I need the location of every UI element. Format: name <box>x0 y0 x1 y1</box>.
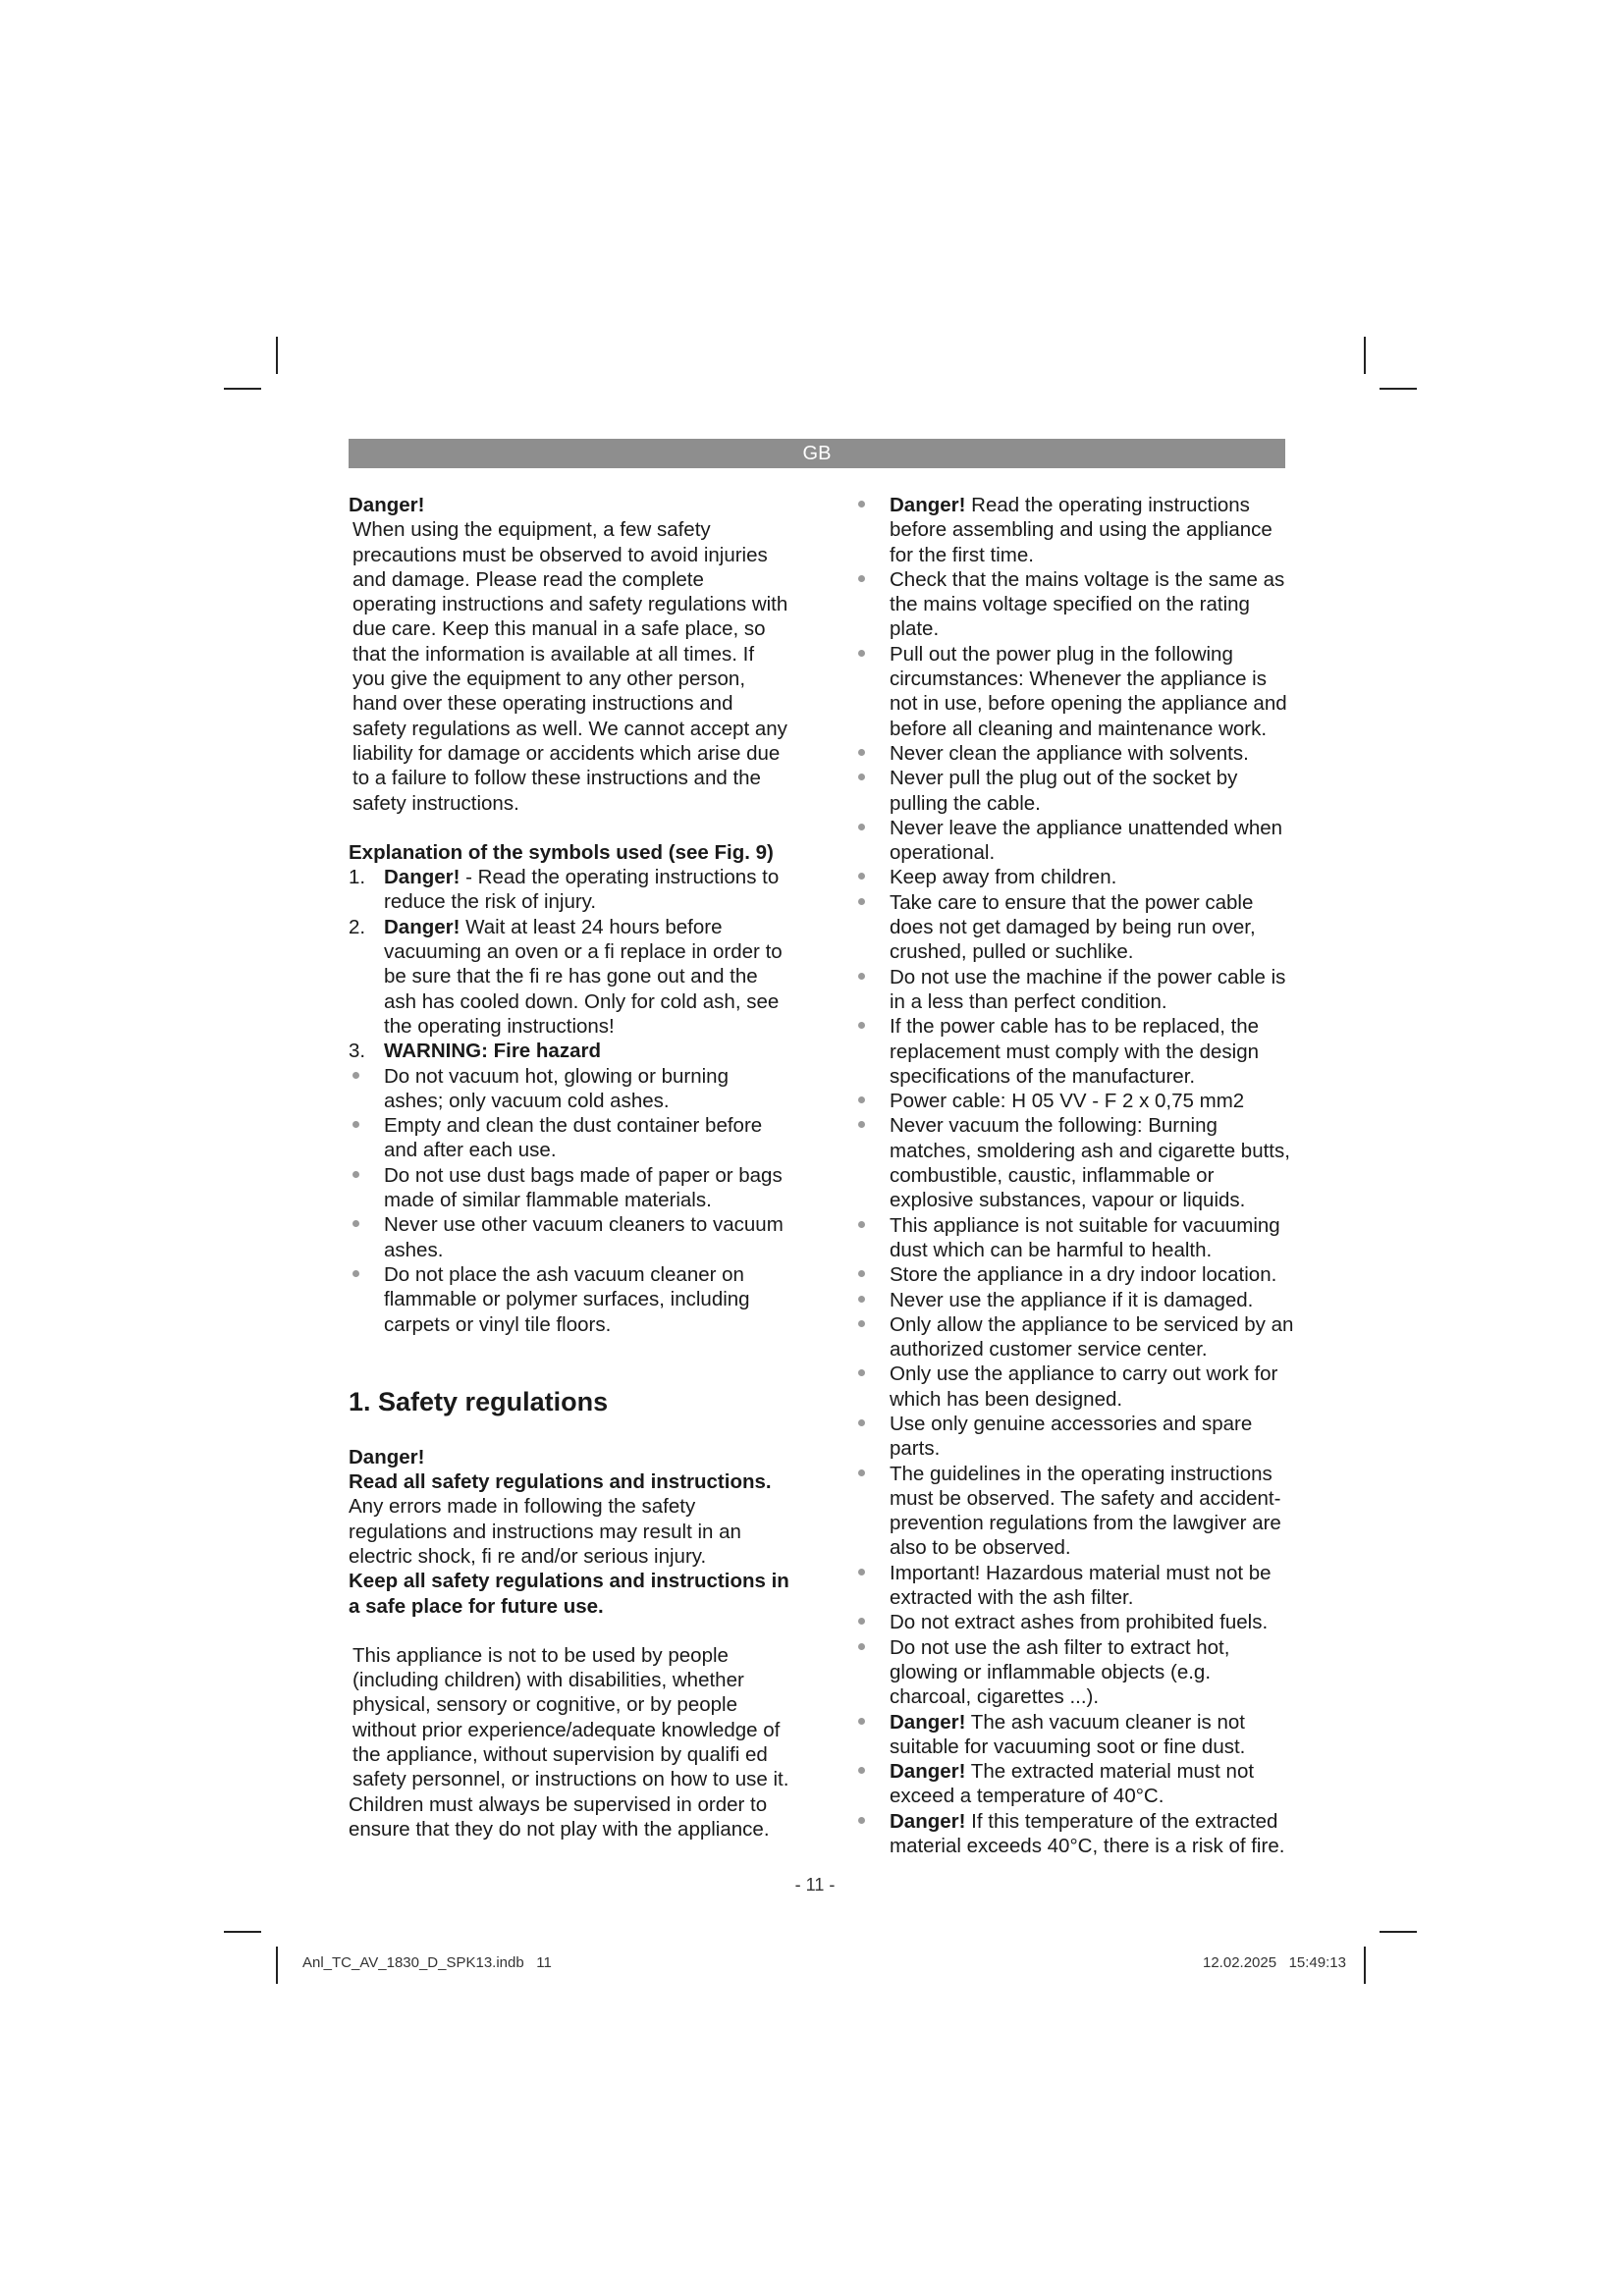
symbol-item <box>349 865 790 915</box>
list-item-body: Never leave the appliance unattended when operational. <box>890 816 1283 865</box>
list-item <box>854 1561 1296 1611</box>
bullet-icon <box>854 1014 890 1089</box>
list-item-body: Do not extract ashes from prohibited fuels. <box>890 1611 1269 1634</box>
bullet-icon <box>854 1561 890 1611</box>
language-label: GB <box>802 443 832 464</box>
list-item-body: Only allow the appliance to be serviced by an authorized customer service center. <box>890 1312 1294 1362</box>
bullet-icon <box>854 1412 890 1462</box>
timestamp: 12.02.2025 15:49:13 <box>1203 1954 1346 1971</box>
appliance-paragraph: This appliance is not to be used by people (including children) with disabilities, whether physical, sensory or cognitive, or by people without prior experience/adequate knowledge of the appliance, without supervision by qualifi ed safety personnel, or instructions on how to use it. <box>352 1643 789 1791</box>
section-title: 1. Safety regulations <box>349 1386 609 1416</box>
list-item <box>854 1014 1296 1089</box>
list-item-text <box>890 1635 1296 1710</box>
list-item-text <box>890 1809 1296 1859</box>
bullet-icon <box>854 493 890 567</box>
bullet-icon <box>854 1288 890 1312</box>
list-item-text <box>890 1089 1296 1113</box>
list-item <box>854 1610 1296 1634</box>
list-item-body: Never use the appliance if it is damaged. <box>890 1288 1254 1311</box>
bullet-icon <box>854 1462 890 1561</box>
list-item-text <box>890 1113 1296 1212</box>
list-item <box>854 766 1296 816</box>
crop-mark <box>1364 1947 1366 1984</box>
symbol-text: - Read the operating instructions to reduce the risk of injury. <box>384 866 780 914</box>
list-item-text <box>890 816 1296 866</box>
bullet-icon <box>854 965 890 1015</box>
bullet-icon <box>854 741 890 766</box>
list-item-text <box>890 642 1296 741</box>
keep-all-heading: Keep all safety regulations and instructions in a safe place for future use. <box>349 1570 789 1618</box>
list-item-text: Do not place the ash vacuum cleaner on flammable or polymer surfaces, including carpets or vinyl tile floors. <box>384 1262 750 1336</box>
bullet-icon <box>854 865 890 889</box>
read-all-heading: Read all safety regulations and instructions. <box>349 1470 772 1494</box>
list-item <box>349 1064 790 1114</box>
bullet-icon <box>349 1064 384 1114</box>
errors-paragraph: Any errors made in following the safety regulations and instructions may result in an electric shock, fi re and/or serious injury. <box>349 1495 741 1568</box>
bullet-icon <box>854 1089 890 1113</box>
list-item-body: This appliance is not suitable for vacuuming dust which can be harmful to health. <box>890 1213 1280 1261</box>
bullet-icon <box>854 1635 890 1710</box>
list-item <box>854 1089 1296 1113</box>
list-item <box>854 865 1296 889</box>
bullet-icon <box>854 642 890 741</box>
list-item-body: The guidelines in the operating instructions must be observed. The safety and accident-prevention regulations from the lawgiver are also to be observed. <box>890 1462 1281 1560</box>
list-item <box>854 1412 1296 1462</box>
list-item-text <box>890 567 1296 642</box>
list-item <box>349 1113 790 1163</box>
crop-mark <box>224 1931 261 1933</box>
bullet-icon <box>854 1213 890 1263</box>
list-item-body: Important! Hazardous material must not be extracted with the ash filter. <box>890 1561 1272 1610</box>
list-item-body: The ash vacuum cleaner is not suitable for vacuuming soot or fine dust. <box>890 1710 1246 1758</box>
crop-mark <box>1364 337 1366 374</box>
list-item <box>854 965 1296 1015</box>
list-item-bold: Danger! <box>890 1710 966 1734</box>
danger-heading: Danger! <box>349 494 425 516</box>
bullet-icon <box>854 890 890 965</box>
bullet-icon <box>854 1710 890 1760</box>
list-item-text: Never use other vacuum cleaners to vacuum ashes. <box>384 1213 784 1261</box>
list-item-text <box>890 741 1296 766</box>
list-item-body: If this temperature of the extracted material exceeds 40°C, there is a risk of fire. <box>890 1809 1285 1858</box>
bullet-icon <box>349 1113 384 1163</box>
symbol-bold: Danger! <box>384 915 460 938</box>
language-band <box>349 439 1285 468</box>
list-item-body: Read the operating instructions before assembling and using the appliance for the first time. <box>890 494 1272 566</box>
list-item-body: Never clean the appliance with solvents. <box>890 741 1249 765</box>
list-item-body: Only use the appliance to carry out work for which has been designed. <box>890 1362 1278 1411</box>
list-item <box>854 1262 1296 1287</box>
list-item-body: Keep away from children. <box>890 866 1117 889</box>
list-item <box>854 1113 1296 1212</box>
list-item-bold: Danger! <box>890 1760 966 1784</box>
list-item <box>854 567 1296 642</box>
list-item-text <box>890 1610 1296 1634</box>
list-item <box>854 1759 1296 1809</box>
list-item-text <box>890 1759 1296 1809</box>
list-item-text <box>890 965 1296 1015</box>
list-item-text: Do not vacuum hot, glowing or burning ashes; only vacuum cold ashes. <box>384 1064 729 1112</box>
list-item-body: Store the appliance in a dry indoor location. <box>890 1263 1277 1287</box>
list-item-text <box>890 1014 1296 1089</box>
bullet-icon <box>349 1163 384 1213</box>
list-item <box>349 1212 790 1262</box>
bullet-icon <box>349 1212 384 1262</box>
list-item-body: Pull out the power plug in the following circumstances: Whenever the appliance is not in use, before opening the appliance and before all cleaning and maintenance work. <box>890 642 1287 740</box>
list-item <box>349 1163 790 1213</box>
crop-mark <box>276 337 278 374</box>
list-item <box>349 1262 790 1337</box>
list-item-text: Do not use dust bags made of paper or bags made of similar flammable materials. <box>384 1163 783 1212</box>
symbol-number: 2. <box>349 915 366 938</box>
symbols-heading: Explanation of the symbols used (see Fig. 9) <box>349 840 774 864</box>
crop-mark <box>276 1947 278 1984</box>
bullet-icon <box>854 766 890 816</box>
list-item <box>854 1635 1296 1710</box>
list-item-body: Take care to ensure that the power cable does not get damaged by being run over, crushed, pulled or suchlike. <box>890 890 1256 964</box>
list-item-body: If the power cable has to be replaced, the replacement must comply with the design specifications of the manufacturer. <box>890 1015 1260 1088</box>
list-item-body: Never pull the plug out of the socket by pulling the cable. <box>890 767 1238 815</box>
page-number: - 11 - <box>794 1875 836 1895</box>
list-item-bold: Danger! <box>890 1809 966 1833</box>
bullet-icon <box>854 1113 890 1212</box>
crop-mark <box>1380 1931 1417 1933</box>
symbol-bold: Danger! <box>384 866 460 889</box>
bullet-icon <box>854 816 890 866</box>
intro-paragraph: When using the equipment, a few safety precautions must be observed to avoid injuries and damage. Please read the complete operating instructions and safety regulations with due care. Keep this manual in a safe place, so that the information is available at all times. If you give the equipment to any other person, hand over these operating instructions and safety regulations as well. We cannot accept any liability for damage or accidents which arise due to a failure to follow these instructions and the safety instructions. <box>352 518 788 815</box>
bullet-icon <box>854 1610 890 1634</box>
list-item-text <box>890 865 1296 889</box>
list-item <box>854 1809 1296 1859</box>
list-item <box>854 816 1296 866</box>
list-item-text <box>890 1312 1296 1362</box>
list-item-body: Use only genuine accessories and spare parts. <box>890 1412 1253 1461</box>
bullet-icon <box>349 1262 384 1337</box>
bullet-icon <box>854 1262 890 1287</box>
left-column <box>349 493 790 1842</box>
bullet-icon <box>854 1809 890 1859</box>
list-item <box>854 493 1296 567</box>
list-item <box>854 642 1296 741</box>
list-item-text <box>890 1213 1296 1263</box>
list-item-text <box>890 1412 1296 1462</box>
right-column <box>854 493 1296 1858</box>
list-item-body: Do not use the machine if the power cable is in a less than perfect condition. <box>890 965 1286 1013</box>
crop-mark <box>224 388 261 390</box>
list-item <box>854 1288 1296 1312</box>
section-danger-heading: Danger! <box>349 1445 425 1468</box>
crop-mark <box>1380 388 1417 390</box>
list-item-text: Empty and clean the dust container before and after each use. <box>384 1114 763 1162</box>
list-item-text <box>890 890 1296 965</box>
list-item-body: Do not use the ash filter to extract hot, glowing or inflammable objects (e.g. charcoal, cigarettes ...). <box>890 1635 1230 1709</box>
bullet-icon <box>854 1759 890 1809</box>
list-item-text <box>890 1462 1296 1561</box>
list-item-body: Power cable: H 05 VV - F 2 x 0,75 mm2 <box>890 1090 1245 1113</box>
symbol-item <box>349 915 790 1039</box>
symbol-number: 3. <box>349 1040 366 1063</box>
list-item-text <box>890 1288 1296 1312</box>
children-paragraph: Children must always be supervised in order to ensure that they do not play with the appliance. <box>349 1792 770 1841</box>
file-info: Anl_TC_AV_1830_D_SPK13.indb 11 <box>302 1954 552 1971</box>
symbol-text: Wait at least 24 hours before vacuuming an oven or a fi replace in order to be sure that the fi re has gone out and the ash has cooled down. Only for cold ash, see the operating instructions! <box>384 915 783 1038</box>
symbol-bold: WARNING: Fire hazard <box>384 1040 601 1063</box>
list-item <box>854 741 1296 766</box>
list-item-text <box>890 1561 1296 1611</box>
symbol-number: 1. <box>349 866 366 889</box>
list-item <box>854 1362 1296 1412</box>
list-item-bold: Danger! <box>890 494 966 516</box>
symbol-item <box>349 1039 790 1063</box>
list-item-text <box>890 766 1296 816</box>
list-item-body: The extracted material must not exceed a temperature of 40°C. <box>890 1760 1255 1808</box>
list-item-body: Check that the mains voltage is the same as the mains voltage specified on the rating plate. <box>890 567 1285 641</box>
bullet-icon <box>854 1312 890 1362</box>
list-item-text <box>890 1710 1296 1760</box>
list-item-text <box>890 1362 1296 1412</box>
list-item <box>854 890 1296 965</box>
list-item-text <box>890 493 1296 567</box>
list-item <box>854 1213 1296 1263</box>
list-item <box>854 1312 1296 1362</box>
list-item-body: Never vacuum the following: Burning matches, smoldering ash and cigarette butts, combustible, caustic, inflammable or explosive substances, vapour or liquids. <box>890 1114 1290 1212</box>
list-item <box>854 1462 1296 1561</box>
list-item-text <box>890 1262 1296 1287</box>
list-item <box>854 1710 1296 1760</box>
bullet-icon <box>854 567 890 642</box>
bullet-icon <box>854 1362 890 1412</box>
